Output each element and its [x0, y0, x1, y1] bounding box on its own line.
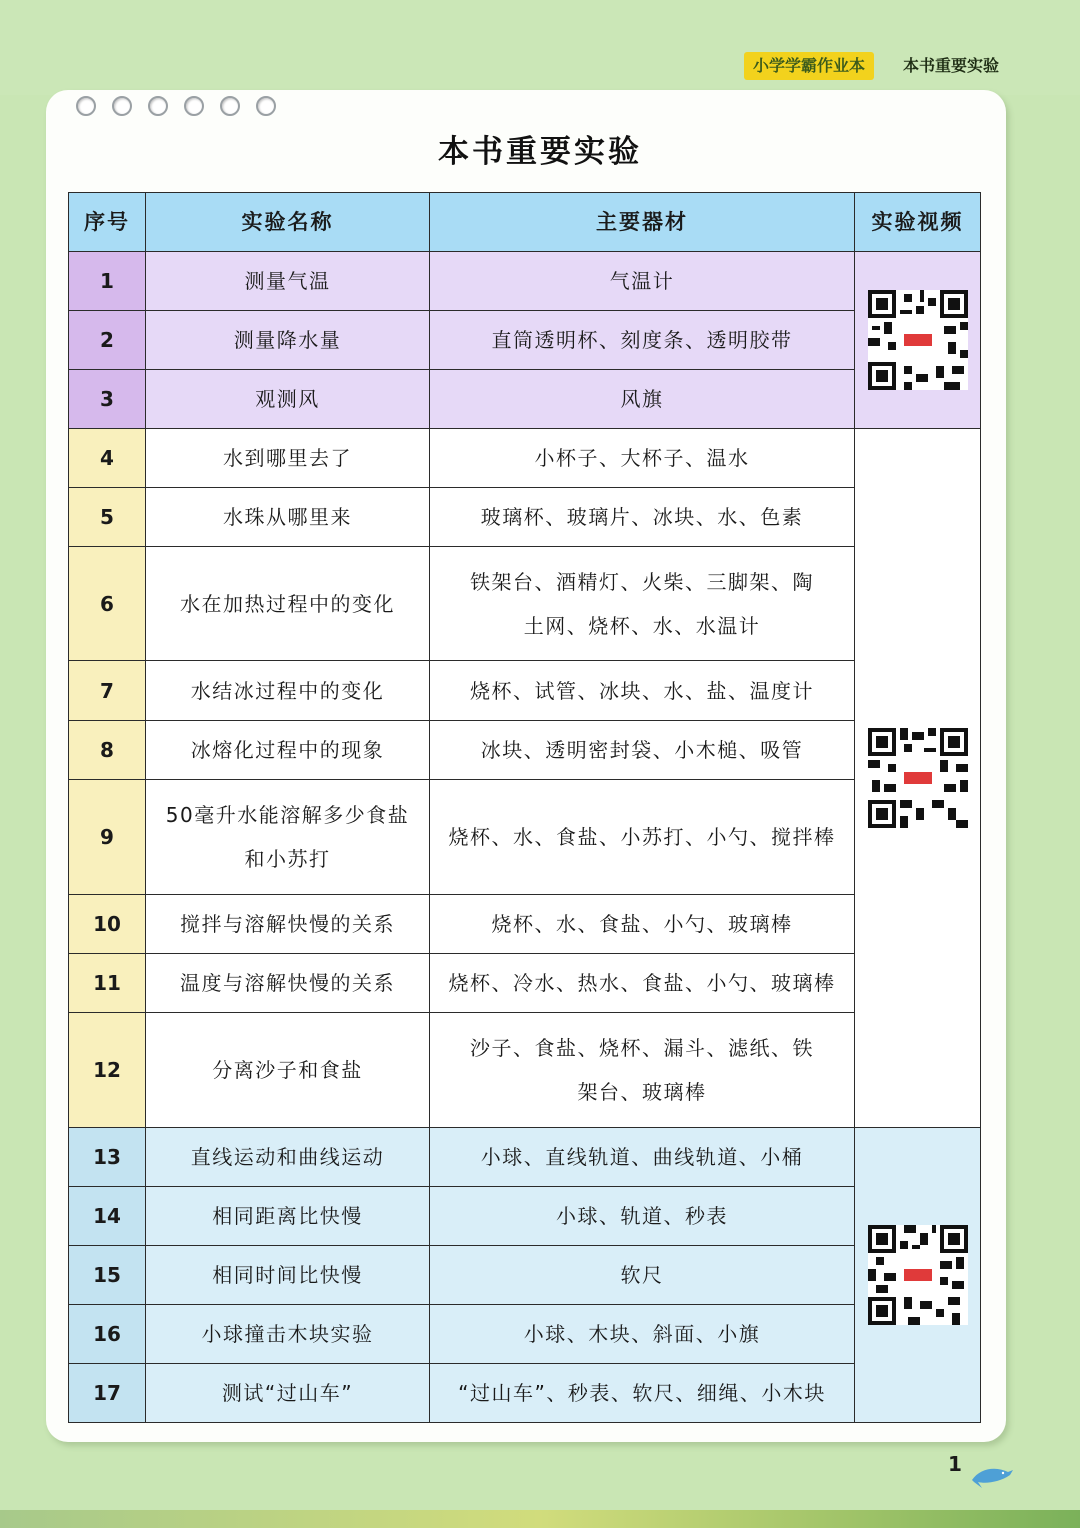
experiment-name: 冰熔化过程中的现象 — [146, 721, 430, 780]
video-cell — [855, 429, 981, 1128]
header-materials: 主要器材 — [430, 193, 855, 252]
header-video: 实验视频 — [855, 193, 981, 252]
experiment-materials: 风旗 — [430, 370, 855, 429]
experiment-name: 测量气温 — [146, 252, 430, 311]
qr-code-icon[interactable] — [868, 1225, 968, 1325]
binder-ring-icon — [112, 96, 132, 116]
experiment-materials: 烧杯、冷水、热水、食盐、小勺、玻璃棒 — [430, 954, 855, 1013]
row-number: 1 — [69, 252, 146, 311]
row-number: 2 — [69, 311, 146, 370]
table-row — [69, 488, 981, 547]
binder-ring-icon — [256, 96, 276, 116]
experiment-name: 测量降水量 — [146, 311, 430, 370]
experiment-name: 小球撞击木块实验 — [146, 1305, 430, 1364]
row-number: 14 — [69, 1187, 146, 1246]
top-background — [0, 0, 1080, 95]
header-experiment-name: 实验名称 — [146, 193, 430, 252]
video-cell — [855, 1128, 981, 1423]
qr-code-icon[interactable] — [868, 728, 968, 828]
experiment-materials: “过山车”、秒表、软尺、细绳、小木块 — [430, 1364, 855, 1423]
row-number: 5 — [69, 488, 146, 547]
dolphin-icon — [970, 1462, 1014, 1490]
table-row — [69, 252, 981, 311]
row-number: 11 — [69, 954, 146, 1013]
table-row — [69, 1364, 981, 1423]
binder-ring-icon — [76, 96, 96, 116]
experiment-name: 相同距离比快慢 — [146, 1187, 430, 1246]
table-row — [69, 429, 981, 488]
experiment-name: 50毫升水能溶解多少食盐和小苏打 — [146, 780, 430, 895]
header-book-badge: 小学学霸作业本 — [744, 52, 874, 80]
table-row — [69, 1305, 981, 1364]
experiment-materials: 玻璃杯、玻璃片、冰块、水、色素 — [430, 488, 855, 547]
table-row — [69, 1246, 981, 1305]
experiment-name: 温度与溶解快慢的关系 — [146, 954, 430, 1013]
experiment-materials: 小球、轨道、秒表 — [430, 1187, 855, 1246]
experiment-materials: 冰块、透明密封袋、小木槌、吸管 — [430, 721, 855, 780]
experiment-materials: 直筒透明杯、刻度条、透明胶带 — [430, 311, 855, 370]
table-row — [69, 721, 981, 780]
qr-code-icon[interactable] — [868, 290, 968, 390]
experiment-materials: 铁架台、酒精灯、火柴、三脚架、陶土网、烧杯、水、水温计 — [430, 547, 855, 661]
experiment-name: 水到哪里去了 — [146, 429, 430, 488]
row-number: 15 — [69, 1246, 146, 1305]
binder-ring-icon — [184, 96, 204, 116]
table-row — [69, 1128, 981, 1187]
row-number: 9 — [69, 780, 146, 895]
experiment-name: 直线运动和曲线运动 — [146, 1128, 430, 1187]
experiment-materials: 小球、木块、斜面、小旗 — [430, 1305, 855, 1364]
binder-ring-icon — [148, 96, 168, 116]
experiment-name: 水在加热过程中的变化 — [146, 547, 430, 661]
experiment-name: 分离沙子和食盐 — [146, 1013, 430, 1128]
row-number: 6 — [69, 547, 146, 661]
experiment-name: 搅拌与溶解快慢的关系 — [146, 895, 430, 954]
table-row — [69, 780, 981, 895]
experiment-name: 水珠从哪里来 — [146, 488, 430, 547]
experiment-name: 相同时间比快慢 — [146, 1246, 430, 1305]
table-row — [69, 370, 981, 429]
table-header-row — [69, 193, 981, 252]
page-number: 1 — [948, 1452, 962, 1476]
experiment-name: 观测风 — [146, 370, 430, 429]
row-number: 4 — [69, 429, 146, 488]
bottom-edge — [0, 1510, 1080, 1528]
table-row — [69, 661, 981, 721]
experiment-materials: 小球、直线轨道、曲线轨道、小桶 — [430, 1128, 855, 1187]
experiment-materials: 烧杯、水、食盐、小苏打、小勺、搅拌棒 — [430, 780, 855, 895]
row-number: 8 — [69, 721, 146, 780]
table-row — [69, 1187, 981, 1246]
experiment-materials: 沙子、食盐、烧杯、漏斗、滤纸、铁架台、玻璃棒 — [430, 1013, 855, 1128]
experiments-table — [68, 192, 981, 1423]
experiment-materials: 气温计 — [430, 252, 855, 311]
experiment-name: 测试“过山车” — [146, 1364, 430, 1423]
experiment-materials: 小杯子、大杯子、温水 — [430, 429, 855, 488]
experiment-materials: 烧杯、试管、冰块、水、盐、温度计 — [430, 661, 855, 721]
header-section-title: 本书重要实验 — [903, 56, 1000, 75]
row-number: 12 — [69, 1013, 146, 1128]
video-cell — [855, 252, 981, 429]
experiment-name: 水结冰过程中的变化 — [146, 661, 430, 721]
table-row — [69, 547, 981, 661]
experiment-materials: 烧杯、水、食盐、小勺、玻璃棒 — [430, 895, 855, 954]
binder-ring-icon — [220, 96, 240, 116]
table-row — [69, 311, 981, 370]
table-row — [69, 1013, 981, 1128]
row-number: 13 — [69, 1128, 146, 1187]
experiment-materials: 软尺 — [430, 1246, 855, 1305]
row-number: 7 — [69, 661, 146, 721]
table-row — [69, 954, 981, 1013]
row-number: 17 — [69, 1364, 146, 1423]
row-number: 16 — [69, 1305, 146, 1364]
table-row — [69, 895, 981, 954]
row-number: 3 — [69, 370, 146, 429]
row-number: 10 — [69, 895, 146, 954]
page-title: 本书重要实验 — [438, 134, 642, 170]
header-number: 序号 — [69, 193, 146, 252]
